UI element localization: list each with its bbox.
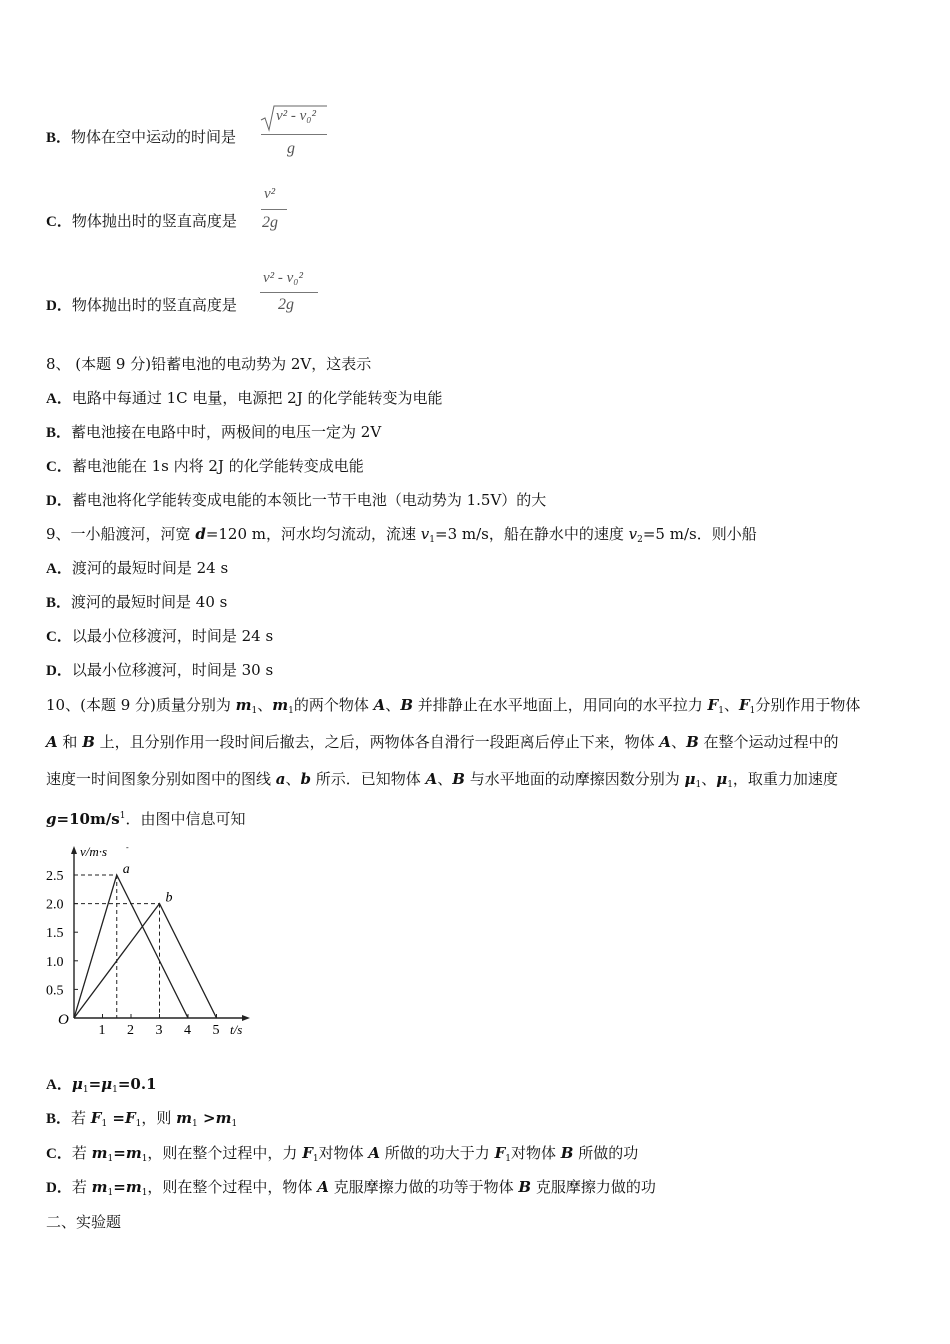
fraction-bar [261, 209, 287, 210]
q7-option-d [46, 295, 237, 316]
q10-option-a: A．$\mu_1=\mu_1=0.1$ [46, 1075, 157, 1095]
x-tick-label: 4 [184, 1023, 191, 1038]
velocity-time-graph [44, 840, 264, 1040]
option-text: 物体抛出时的竖直高度是 [71, 212, 237, 230]
x-tick-label: 2 [127, 1023, 134, 1038]
y-axis-label: v/m·s [80, 844, 108, 859]
fraction-numerator: v² [264, 186, 276, 202]
q10-stem-line-2: A 和 B 上，且分别作用一段时间后撤去，之后，两物体各自滑行一段距离后停止下来，物体 A、B 在整个运动过程中的 [46, 733, 839, 751]
y-tick-label: 2.5 [46, 869, 64, 884]
y-axis-arrow-icon [71, 846, 77, 854]
fraction-bar [261, 134, 327, 135]
q10-stem-line-4: $g=10m/s^1$．由图中信息可知 [46, 810, 246, 828]
y-axis-label-sup: - [126, 843, 129, 852]
y-tick-label: 1.0 [46, 954, 64, 970]
y-tick-label: 1.5 [46, 926, 64, 942]
option-label: D． [46, 298, 72, 314]
q7-c-fraction [260, 186, 290, 242]
option-text: 物体抛出时的竖直高度是 [71, 296, 237, 314]
y-tick-label: 2.0 [46, 897, 64, 913]
option-label: B． [46, 130, 72, 146]
origin-label: O [58, 1012, 69, 1028]
x-axis-arrow-icon [242, 1015, 250, 1021]
q10-stem-line-1: 10、(本题 9 分)质量分别为 $m_1$、$m_1$的两个物体 A、B 并排静止在水平地面上，用同向的水平拉力 $F_1$、$F_1$分别作用于物体 [46, 696, 861, 716]
option-text: 物体在空中运动的时间是 [71, 128, 237, 146]
q9-option-c: C．以最小位移渡河，时间是 24 s [46, 627, 274, 645]
series-line-b [74, 904, 217, 1018]
q10-option-b: B．若 $F_1 =F_1$，则 $m_1 >m_1$ [46, 1109, 238, 1129]
q9-option-b: B．渡河的最短时间是 40 s [46, 593, 228, 611]
x-tick-label: 5 [212, 1023, 220, 1038]
fraction-bar [260, 292, 318, 293]
x-tick-label: 1 [98, 1023, 106, 1038]
q8-option-d: D．蓄电池将化学能转变成电能的本领比一节干电池（电动势为 1.5V）的大 [46, 491, 547, 509]
q7-option-c [46, 211, 237, 232]
q7-d-fraction [260, 268, 320, 320]
q8-option-b: B．蓄电池接在电路中时，两极间的电压一定为 2V [46, 423, 382, 441]
fraction-denominator: g [287, 140, 295, 157]
q9-option-a: A．渡河的最短时间是 24 s [46, 559, 229, 577]
fraction-denominator: 2g [262, 214, 278, 231]
q10-stem-line-3: 速度一时间图象分别如图中的图线 a、b 所示．已知物体 A、B 与水平地面的动摩擦因数分别为 $\mu_1$、$\mu_1$，取重力加速度 [46, 770, 838, 790]
q7-option-b [46, 127, 236, 148]
x-tick-label: 3 [155, 1023, 163, 1038]
q9-option-d: D．以最小位移渡河，时间是 30 s [46, 661, 274, 679]
series-label-a: a [122, 862, 130, 877]
fraction-numerator: v² - v₀² [276, 108, 317, 124]
y-tick-label: 0.5 [46, 983, 64, 999]
option-label: C． [46, 214, 72, 230]
q8-option-c: C．蓄电池能在 1s 内将 2J 的化学能转变成电能 [46, 457, 364, 475]
x-axis-label: t/s [230, 1022, 243, 1037]
fraction-numerator: v² - v₀² [263, 270, 304, 286]
series-label-b: b [165, 890, 173, 906]
section-heading: 二、实验题 [46, 1213, 122, 1231]
fraction-denominator: 2g [278, 296, 294, 313]
q8-stem: 8、 (本题 9 分)铅蓄电池的电动势为 2V，这表示 [46, 355, 372, 373]
q8-option-a: A．电路中每通过 1C 电量，电源把 2J 的化学能转变为电能 [46, 389, 443, 407]
q10-option-c: C．若 $m_1=m_1$，则在整个过程中，力 $F_1$对物体 A 所做的功大于力 $F_1$对物体 B 所做的功 [46, 1144, 639, 1164]
q7-b-fraction [259, 100, 329, 164]
q9-stem: 9、一小船渡河，河宽 d=120 m，河水均匀流动，流速 $v_1=3$ m/s，船在静水中的速度 $v_2=5$ m/s．则小船 [46, 525, 757, 545]
q10-option-d: D．若 $m_1=m_1$，则在整个过程中，物体 A 克服摩擦力做的功等于物体 B 克服摩擦力做的功 [46, 1178, 656, 1198]
